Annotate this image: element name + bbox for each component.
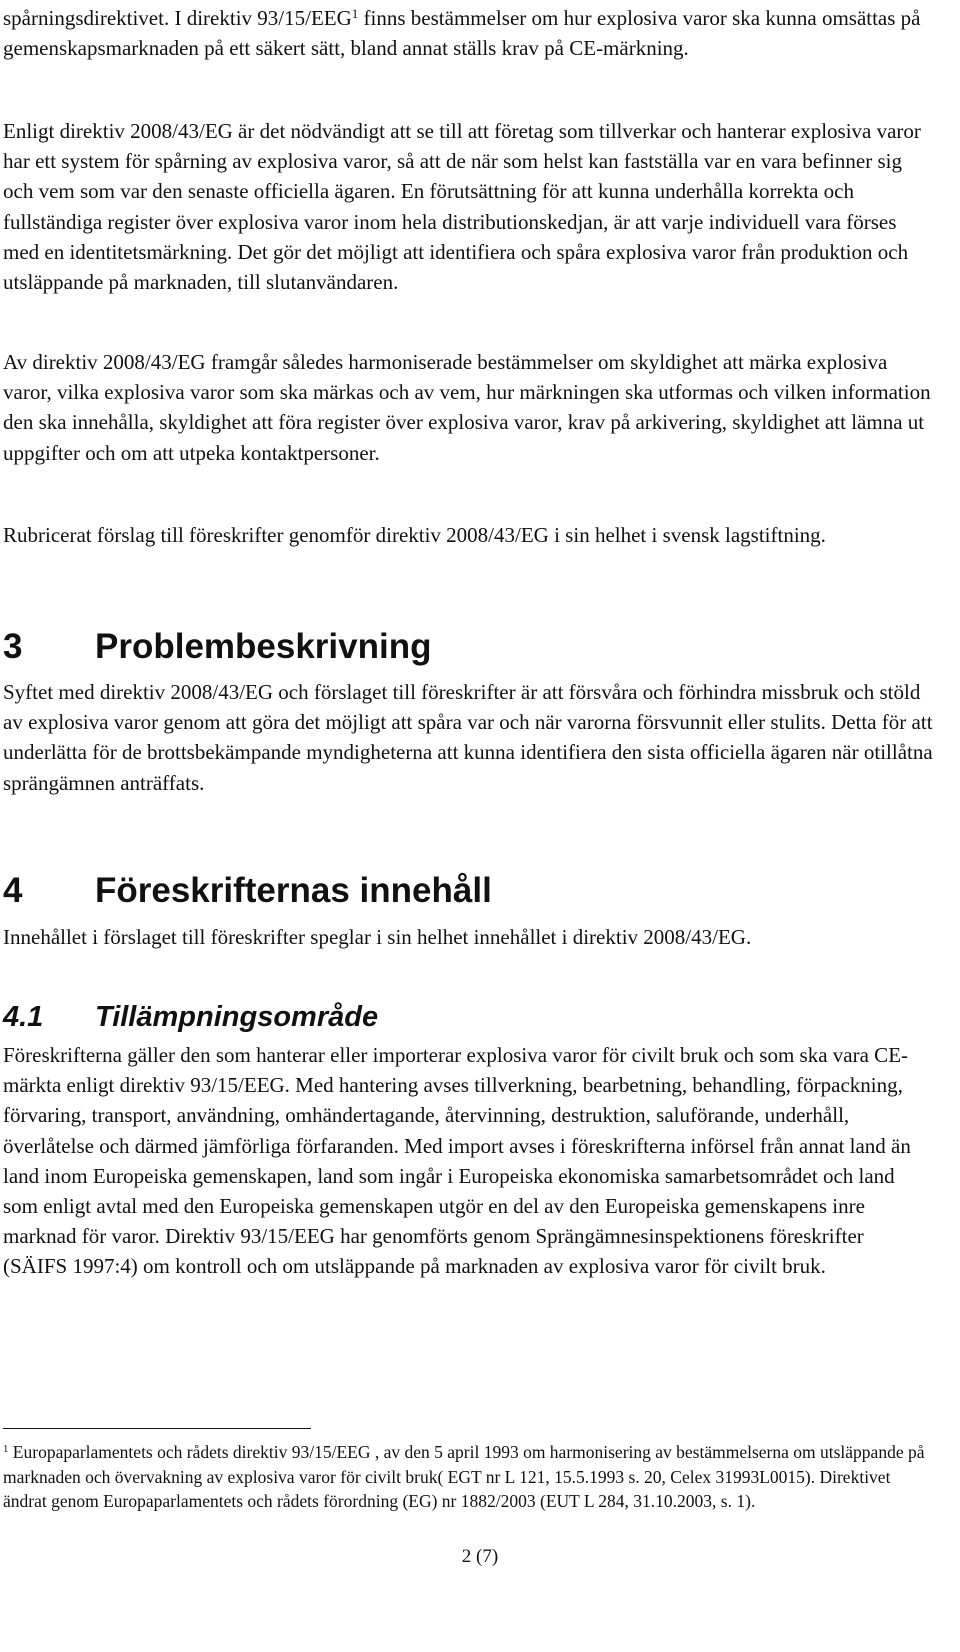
paragraph-harmonised-rules: Av direktiv 2008/43/EG framgår således harmoniserade bestämmelser om skyldighet att märka explosiva varor, vilka explosiva varor som ska märkas och av vem, hur märkningen ska utformas och vilken information den ska innehålla, skyldighet att föra register över explosiva varor, krav på arkivering, skyldighet att lämna ut uppgifter och om att utpeka kontaktpersoner. (3, 350, 931, 465)
section-heading-4-1 (3, 1000, 378, 1034)
footnote (3, 1440, 933, 1514)
footnote-separator (3, 1428, 311, 1429)
section-number: 4 (3, 871, 23, 910)
footnote-mark: 1 (3, 1443, 9, 1456)
paragraph-tracing-requirement: Enligt direktiv 2008/43/EG är det nödvändigt att se till att företag som tillverkar och hanterar explosiva varor har ett system för spårning av explosiva varor, så att de när som helst kan fastställa var en vara befinner sig och vem som var den senaste officiella ägaren. En förutsättning för att kunna underhålla korrekta och fullständiga register över explosiva varor inom hela distributionskedjan, är att varje individuell vara förses med en identitetsmärkning. Det gör det möjligt att identifiera och spåra explosiva varor från produktion och utsläppande på marknaden, till slutanvändaren. (3, 119, 921, 295)
section-number: 3 (3, 627, 23, 666)
section-number: 4.1 (3, 1001, 44, 1033)
paragraph-text: finns bestämmelser om hur explosiva varor ska kunna omsättas på gemenskapsmarknaden på ett säkert sätt, bland annat ställs krav på CE-märkning. (3, 6, 921, 61)
paragraph-scope: Föreskrifterna gäller den som hanterar eller importerar explosiva varor för civilt bruk och som ska vara CE-märkta enligt direktiv 93/15/EEG. Med hantering avses tillverkning, bearbetning, behandling, förpackning, förvaring, transport, användning, omhändertagande, återvinning, destruktion, saluförande, underhåll, överlåtelse och därmed jämförliga förfaranden. Med import avses i föreskrifterna införsel från annat land än land inom Europeiska gemenskapen, land som ingår i Europeiska ekonomiska samarbetsområdet och land som enligt avtal med den Europeiska gemenskapen utgör en del av den Europeiska gemenskapens inre marknad för varor. Direktiv 93/15/EEG har genomförts genom Sprängämnesinspektionens föreskrifter (SÄIFS 1997:4) om kontroll och om utsläppande på marknaden av explosiva varor för civilt bruk. (3, 1043, 911, 1279)
page-number: 2 (7) (461, 1546, 499, 1567)
section-title: Tillämpningsområde (95, 1001, 379, 1033)
section-heading-3 (3, 627, 431, 667)
section-title: Problembeskrivning (95, 627, 432, 666)
paragraph-problem-description: Syftet med direktiv 2008/43/EG och förslaget till föreskrifter är att försvåra och förhindra missbruk och stöld av explosiva varor genom att göra det möjligt att spåra var och när varorna försvunnit eller stulits. Detta för att underlätta för de brottsbekämpande myndigheterna att kunna identifiera den sista officiella ägaren när otillåtna sprängämnen anträffats. (3, 680, 933, 795)
paragraph-directive-intro (3, 3, 933, 63)
section-heading-4 (3, 871, 492, 911)
paragraph-implementation: Rubricerat förslag till föreskrifter genomför direktiv 2008/43/EG i sin helhet i svensk lagstiftning. (3, 523, 826, 547)
section-title: Föreskrifternas innehåll (95, 871, 492, 910)
paragraph-text: spårningsdirektivet. I direktiv 93/15/EEG (3, 6, 352, 30)
paragraph-content: Innehållet i förslaget till föreskrifter speglar i sin helhet innehållet i direktiv 2008/43/EG. (3, 925, 752, 949)
footnote-reference[interactable]: 1 (351, 5, 359, 21)
footnote-text: Europaparlamentets och rådets direktiv 93/15/EEG , av den 5 april 1993 om harmonisering av bestämmelserna om utsläppande på marknaden och övervakning av explosiva varor för civilt bruk( EGT nr L 121, 15.5.1993 s. 20, Celex 31993L0015). Direktivet ändrat genom Europaparlamentets och rådets förordning (EG) nr 1882/2003 (EUT L 284, 31.10.2003, s. 1). (3, 1442, 925, 1511)
